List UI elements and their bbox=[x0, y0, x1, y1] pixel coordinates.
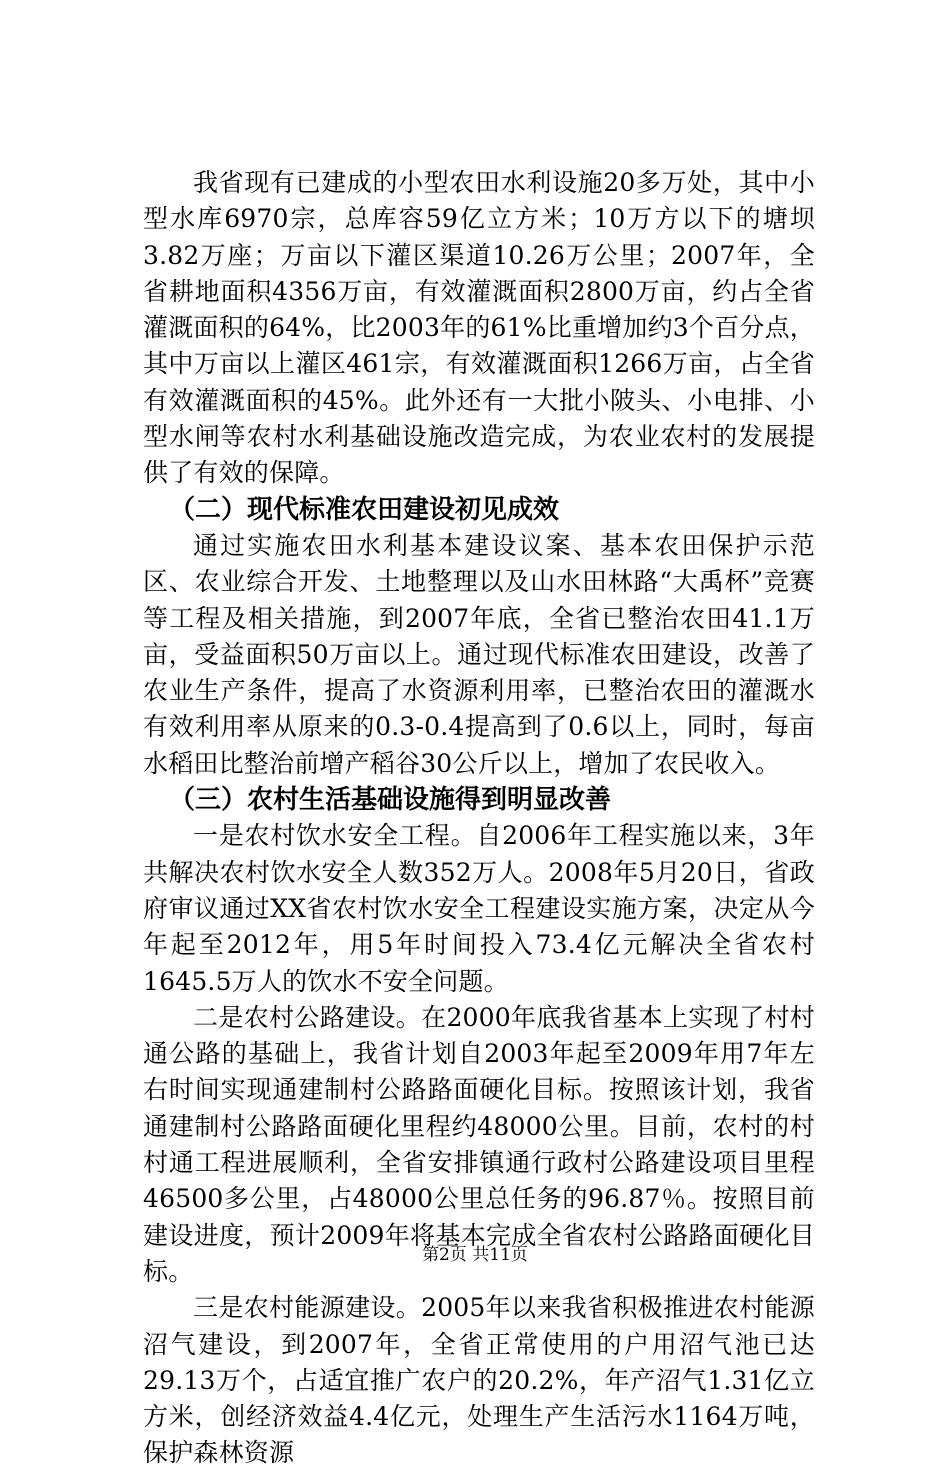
page-footer: 第2页 共11页 bbox=[422, 1245, 528, 1265]
paragraph-rural-roads: 二是农村公路建设。在2000年底我省基本上实现了村村通公路的基础上，我省计划自2003年起至2009年用7年左右时间实现通建制村公路路面硬化目标。按照该计划，我省通建制村公路路面硬化里程约48000公里。目前，农村的村村通工程进展顺利，全省安排镇通行政村公路建设项目里程46500多公里，占48000公里总任务的96.87％。按照目前建设进度，预计2009年将基本完成全省农村公路路面硬化目标。 bbox=[143, 1002, 815, 1286]
document-body bbox=[143, 165, 815, 1472]
section-heading-rural-infrastructure: （三）农村生活基础设施得到明显改善 bbox=[169, 785, 612, 816]
paragraph-irrigation-facilities: 我省现有已建成的小型农田水利设施20多万处，其中小型水库6970宗，总库容59亿立方米；10万方以下的塘坝3.82万座；万亩以下灌区渠道10.26万公里；2007年，全省耕地面积4356万亩，有效灌溉面积2800万亩，约占全省灌溉面积的64%，比2003年的61%比重增加约3个百分点，其中万亩以上灌区461宗，有效灌溉面积1266万亩，占全省有效灌溉面积的45%。此外还有一大批小陂头、小电排、小型水闸等农村水利基础设施改造完成，为农业农村的发展提供了有效的保障。 bbox=[143, 168, 815, 488]
paragraph-standard-farmland: 通过实施农田水利基本建设议案、基本农田保护示范区、农业综合开发、土地整理以及山水田林路“大禹杯”竞赛等工程及相关措施，到2007年底，全省已整治农田41.1万亩，受益面积50万亩以上。通过现代标准农田建设，改善了农业生产条件，提高了水资源利用率，已整治农田的灌溉水有效利用率从原来的0.3-0.4提高到了0.6以上，同时，每亩水稻田比整治前增产稻谷30公斤以上，增加了农民收入。 bbox=[143, 530, 815, 778]
section-heading-standard-farmland: （二）现代标准农田建设初见成效 bbox=[169, 494, 560, 525]
paragraph-rural-energy: 三是农村能源建设。2005年以来我省积极推进农村能源沼气建设，到2007年，全省正常使用的户用沼气池已达29.13万个，占适宜推广农户的20.2%，年产沼气1.31亿立方米，创经济效益4.4亿元，处理生产生活污水1164万吨，保护森林资源 bbox=[143, 1293, 815, 1468]
paragraph-drinking-water: 一是农村饮水安全工程。自2006年工程实施以来，3年共解决农村饮水安全人数352万人。2008年5月20日，省政府审议通过XX省农村饮水安全工程建设实施方案，决定从今年起至2012年，用5年时间投入73.4亿元解决全省农村1645.5万人的饮水不安全问题。 bbox=[143, 821, 815, 996]
